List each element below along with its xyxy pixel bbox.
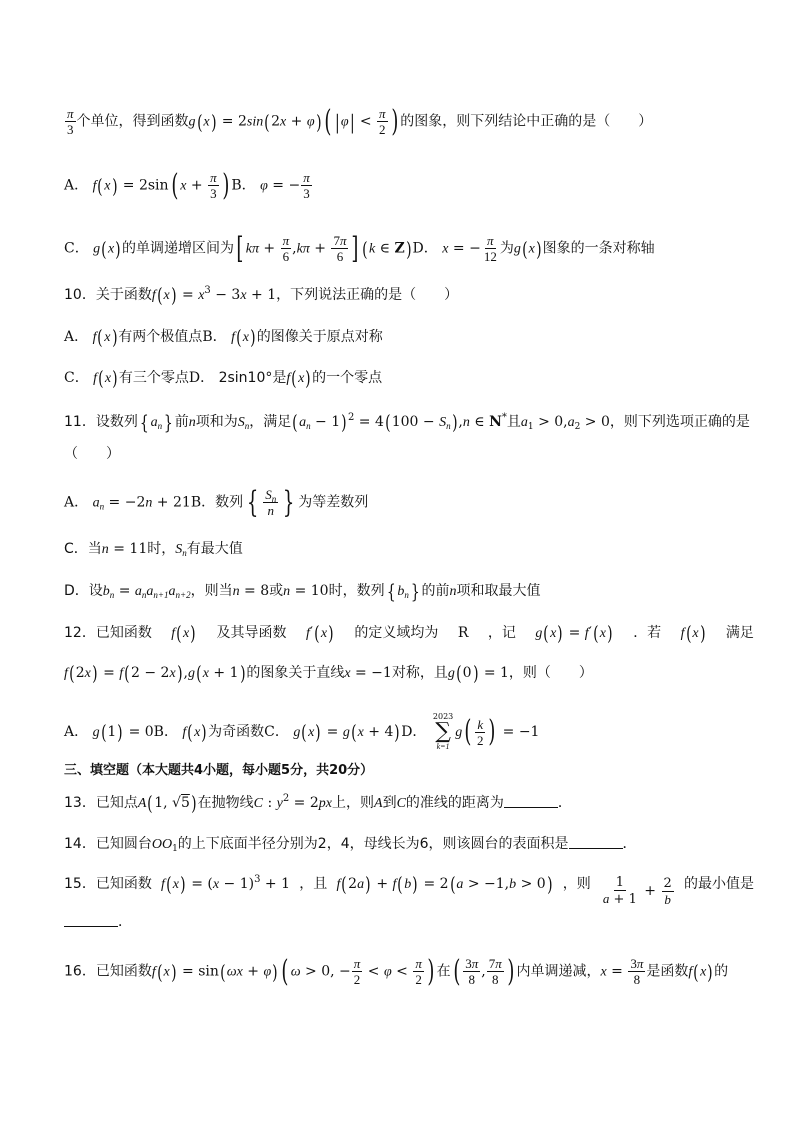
q9-options-ab: A． f(x) = 2sin( x + $\frac{\pi}{3}$ ) B． φ = − $\frac{\pi}{3}$ bbox=[64, 167, 310, 203]
q9-options-cd: C． g(x)的单调递增区间为[ kπ + $\frac{\pi}{6}$ ,kπ + $\frac{7\pi}{6}$ ] (k ∈ Z)D． x = − $\frac{\pi}{12}$ 为g(x)图象的一条对称轴 bbox=[64, 230, 655, 266]
q12-options: A． g(1) = 0B． f(x)为奇函数C． g(x) = g(x + 4)D． 2023 ∑ k=1 g( $\frac{k}{2}$ ) = −1 bbox=[64, 712, 540, 751]
q12-stem-line2: f(2x) = f(2 − 2x),g(x + 1)的图象关于直线x = −1对称，且g(0) = 1，则（ ） bbox=[64, 661, 593, 685]
q15-line1: 15．已知函数 $f(x) = (x - 1)^3 + 1$ ，且 f(2a) + f(b) = 2(a > −1,b > 0) ，则 $\frac{1}{a + 1}$ + $\frac{2}{b}$ 的最小值是 bbox=[64, 872, 754, 907]
q14-answer-blank[interactable] bbox=[569, 836, 623, 849]
q10-options-cd: C． f(x)有三个零点D． 2sin10°是f(x)的一个零点 bbox=[64, 366, 383, 390]
q9-intro-line: $\frac{\pi}{3}$ 个单位，得到函数g(x) = 2sin(2x + φ) ( |φ| < $\frac{\pi}{2}$ ) 的图象，则下列结论中正确的是（ ） bbox=[67, 103, 653, 139]
q13-answer-blank[interactable] bbox=[504, 795, 558, 808]
q16: 16．已知函数f(x) = sin(ωx + φ) ( ω > 0, − $\frac{\pi}{2}$ < φ < $\frac{\pi}{2}$ ) 在( $\frac{3\pi}{8}$ , $\frac{7\pi}{8}$ ) 内单调递减，x = $\frac{3\pi}{8}$ 是函数f(x)的 bbox=[64, 953, 729, 989]
q11-options-ab: A． $a_n = -2n + 21B$．数列 { $\frac{S_n}{n}$ } 为等差数列 bbox=[64, 484, 369, 520]
section-3-title: 三、填空题（本大题共4小题，每小题5分，共20分） bbox=[64, 763, 374, 778]
q15-answer-blank[interactable] bbox=[64, 914, 118, 927]
q15-line2: ． bbox=[64, 913, 754, 931]
q10-stem: 10．关于函数$f(x) = x^3 - 3x + 1$，下列说法正确的是（ ） bbox=[64, 283, 459, 307]
q12-stem-line1: 12．已知函数 f(x) 及其导函数 f′(x) 的定义域均为 R ，记 g(x) = f′(x) ．若 f(x) 满足 bbox=[64, 621, 754, 645]
q10-options-ab: A． f(x)有两个极值点B． f(x)的图像关于原点对称 bbox=[64, 325, 383, 349]
q14: 14．已知圆台$OO_1$的上下底面半径分别为2，4，母线长为6，则该圆台的表面积是 ． bbox=[64, 836, 637, 854]
q11-paren: （ ） bbox=[64, 446, 120, 462]
q11-option-c: C．当n = 11时，$S_n$有最大值 bbox=[64, 541, 243, 558]
q13: 13．已知点A(1, √5)在抛物线C : $y^2 = 2px$上，则A到C的准线的距离为 ． bbox=[64, 791, 572, 815]
q11-stem: 11．设数列{ $a_n$} 前n项和为$S_n$，满足$(a_n - 1)^2 = 4(100 - S_n),n$ ∈ N*且$a_1 > 0,a_2 > 0$，则下列选项正确的是 bbox=[64, 410, 750, 434]
q11-option-d: D．设$b_n = a_na_{n+1}a_{n+2}$，则当n = 8或n = 10时，数列{ $b_n$} 的前n项和取最大值 bbox=[64, 579, 541, 603]
